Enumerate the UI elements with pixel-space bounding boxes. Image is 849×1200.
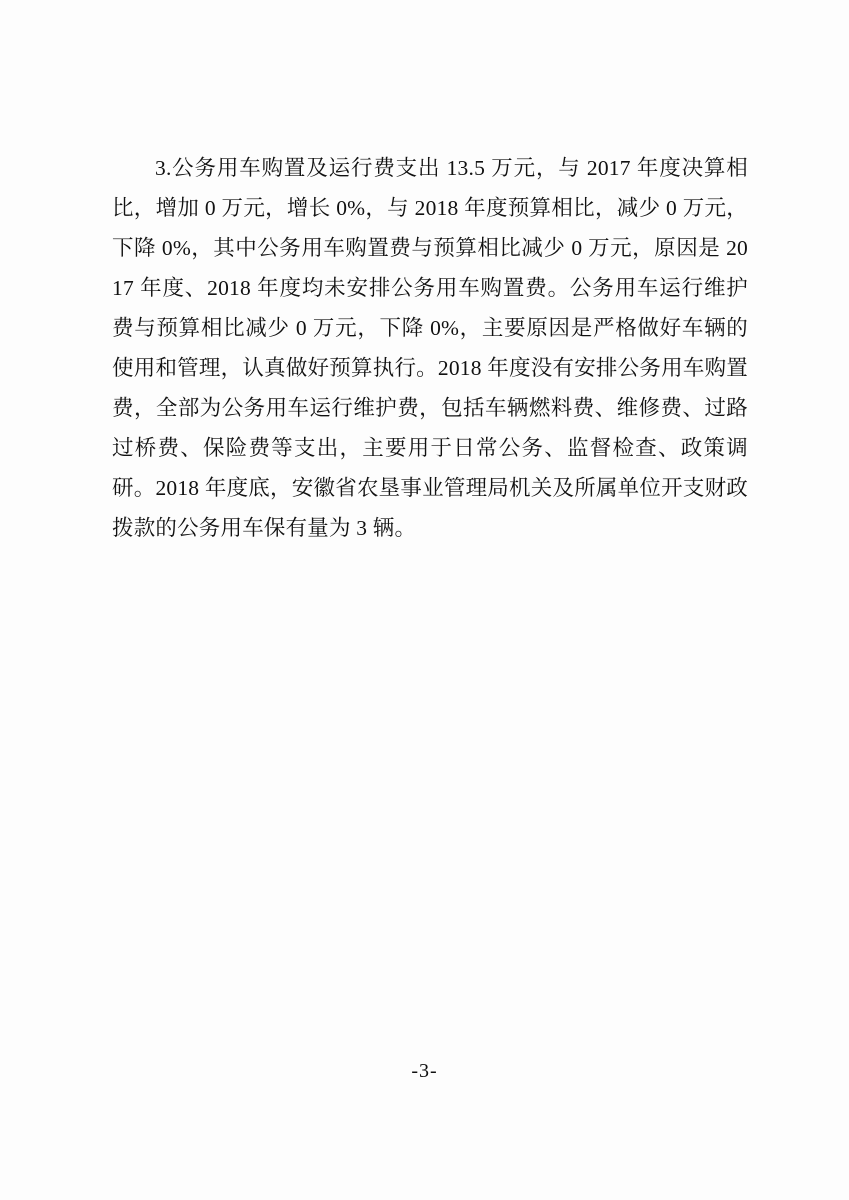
page-number: -3- xyxy=(411,1060,438,1082)
page-body xyxy=(112,148,748,548)
body-paragraph: 3.公务用车购置及运行费支出 13.5 万元，与 2017 年度决算相比，增加 0 万元，增长 0%，与 2018 年度预算相比，减少 0 万元，下降 0%，其中公务用车购置费与预算相比减少 0 万元，原因是 2017 年度、2018 年度均未安排公务用车购置费。公务用车运行维护费与预算相比减少 0 万元，下降 0%，主要原因是严格做好车辆的使用和管理，认真做好预算执行。2018 年度没有安排公务用车购置费，全部为公务用车运行维护费，包括车辆燃料费、维修费、过路过桥费、保险费等支出，主要用于日常公务、监督检查、政策调研。2018 年度底，安徽省农垦事业管理局机关及所属单位开支财政拨款的公务用车保有量为 3 辆。 xyxy=(112,156,748,540)
